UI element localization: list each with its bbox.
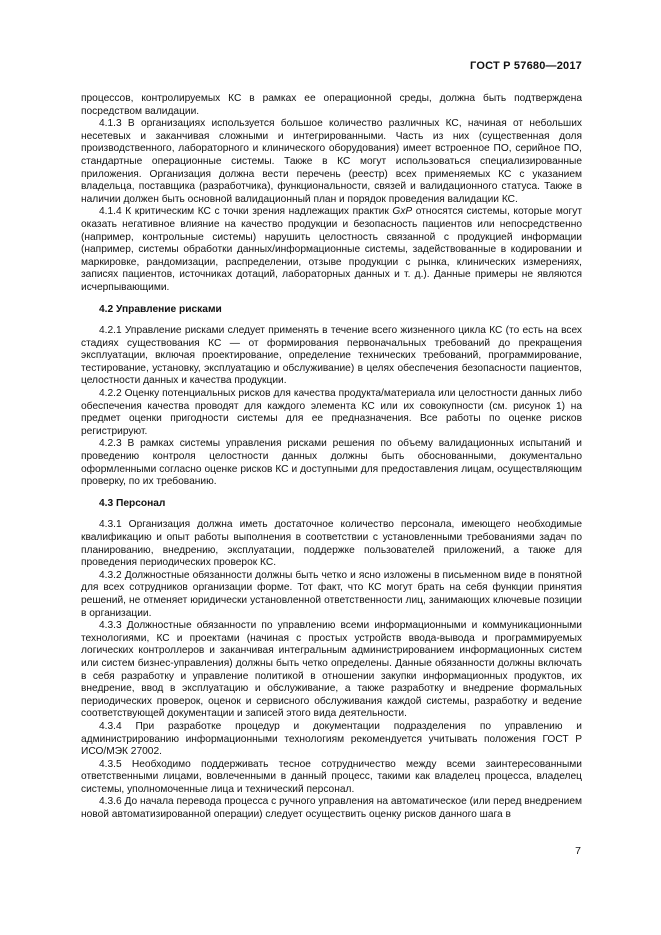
paragraph-4-1-3: 4.1.3 В организациях используется большое количество различных КС, начиная от небольших несетевых и заканчивая сложными и интегрированными. Часть из них (существенная доля производственного, лабораторного и клинического оборудования) имеет встроенное ПО, серийное ПО, стандартные операционные системы. Также в КС могут использоваться специализированные приложения. Организация должна вести перечень (реестр) всех применяемых КС с указанием владельца, поставщика (разработчика), функциональности, связей и валидационного статуса. Также в наличии должен быть основной валидационный план и порядок проведения валидации КС.	[81, 118, 582, 205]
paragraph-4-1-4	[81, 206, 582, 294]
document-body	[81, 93, 582, 822]
paragraph-4-3-4: 4.3.4 При разработке процедур и документации подразделения по управлению и администрированию информационными технологиям рекомендуется учитывать положения ГОСТ Р ИСО/МЭК 27002.	[81, 720, 582, 758]
paragraph-4-3-5: 4.3.5 Необходимо поддерживать тесное сотрудничество между всеми заинтересованными ответственными лицами, вовлеченными в данный процесс, такими как владелец процесса, владелец системы, уполномоченные лица и технический персонал.	[81, 758, 582, 795]
paragraph-4-1-4-end: относятся системы, которые могут оказать негативное влияние на качество продукции и безопасность пациентов или непосредственно (например, контрольные системы) нарушить целостность связанной с продукцией информации (например, системы обработки данных/информационные системы, задействованные в кодировании и маркировке, рандомизации, распределении, отзыве продукции с рынка, клинических измерениях, записях пациентов, источниках дотаций, лабораторных данных и т. д.). Данные примеры не являются исчерпывающими.	[81, 206, 582, 293]
section-heading-4-2: 4.2 Управление рисками	[99, 303, 222, 315]
standard-header: ГОСТ Р 57680—2017	[470, 60, 582, 72]
paragraph-continuation: процессов, контролируемых КС в рамках ее операционной среды, должна быть подтверждена посредством валидации.	[81, 93, 582, 117]
paragraph-4-3-1: 4.3.1 Организация должна иметь достаточное количество персонала, имеющего необходимые квалификацию и опыт работы выполнения в соответствии с установленными требованиями задач по планированию, внедрению, эксплуатации, поддержке пользователей приложений, а также для проведения периодических проверок КС.	[81, 519, 582, 569]
page-number: 7	[575, 845, 581, 857]
section-heading-4-3: 4.3 Персонал	[99, 497, 166, 509]
paragraph-4-1-4-start: 4.1.4 К критическим КС с точки зрения надлежащих практик	[99, 206, 393, 218]
paragraph-4-3-2: 4.3.2 Должностные обязанности должны быть четко и ясно изложены в письменном виде в понятной для всех сотрудников организации форме. Тот факт, что КС могут брать на себя функции принятия решений, не отменяет юридически установленной ответственности лиц, занимающих ключевые позиции в организации.	[81, 569, 582, 619]
paragraph-4-3-6: 4.3.6 До начала перевода процесса с ручного управления на автоматическое (или перед внедрением новой автоматизированной операции) следует осуществить оценку рисков данного шага в	[81, 796, 582, 821]
paragraph-4-2-3: 4.2.3 В рамках системы управления рисками решения по объему валидационных испытаний и проведению контроля целостности данных должны быть обоснованными, документально оформленными согласно оценке рисков КС и доступными для предоставления лицам, осуществляющим проверку, по их требованию.	[81, 438, 582, 488]
paragraph-4-3-3: 4.3.3 Должностные обязанности по управлению всеми информационными и коммуникационными технологиями, КС и проектами (начиная с простых устройств ввода-вывода и программируемых логических контроллеров и заканчивая интегральным администрированием информационных систем или систем бизнес-управления) должны быть четко определены. Данные обязанности должны включать в себя разработку и управление политикой в отношении закупки информационных продуктов, их внедрение, ввод в эксплуатацию и обслуживание, а также разработку и внедрение формальных периодических проверок, оценок и сервисного обслуживания каждой системы, разработку и ведение соответствующей документации и записей этого вида деятельности.	[81, 620, 582, 720]
paragraph-4-2-1: 4.2.1 Управление рисками следует применять в течение всего жизненного цикла КС (то есть на всех стадиях существования КС — от формирования первоначальных требований до прекращения эксплуатации, включая проектирование, определение технических требований, программирование, тестирование, установку, эксплуатацию и обслуживание) в целях обеспечения безопасности пациентов, целостности данных и качества продукции.	[81, 325, 582, 387]
gxp-term: GxP	[392, 206, 413, 218]
paragraph-4-2-2: 4.2.2 Оценку потенциальных рисков для качества продукта/материала или целостности данных либо обеспечения качества проводят для каждого элемента КС или их совокупности (см. рисунок 1) на предмет оценки пригодности системы для ее предназначения. Все работы по оценке рисков регистрируют.	[81, 388, 582, 437]
